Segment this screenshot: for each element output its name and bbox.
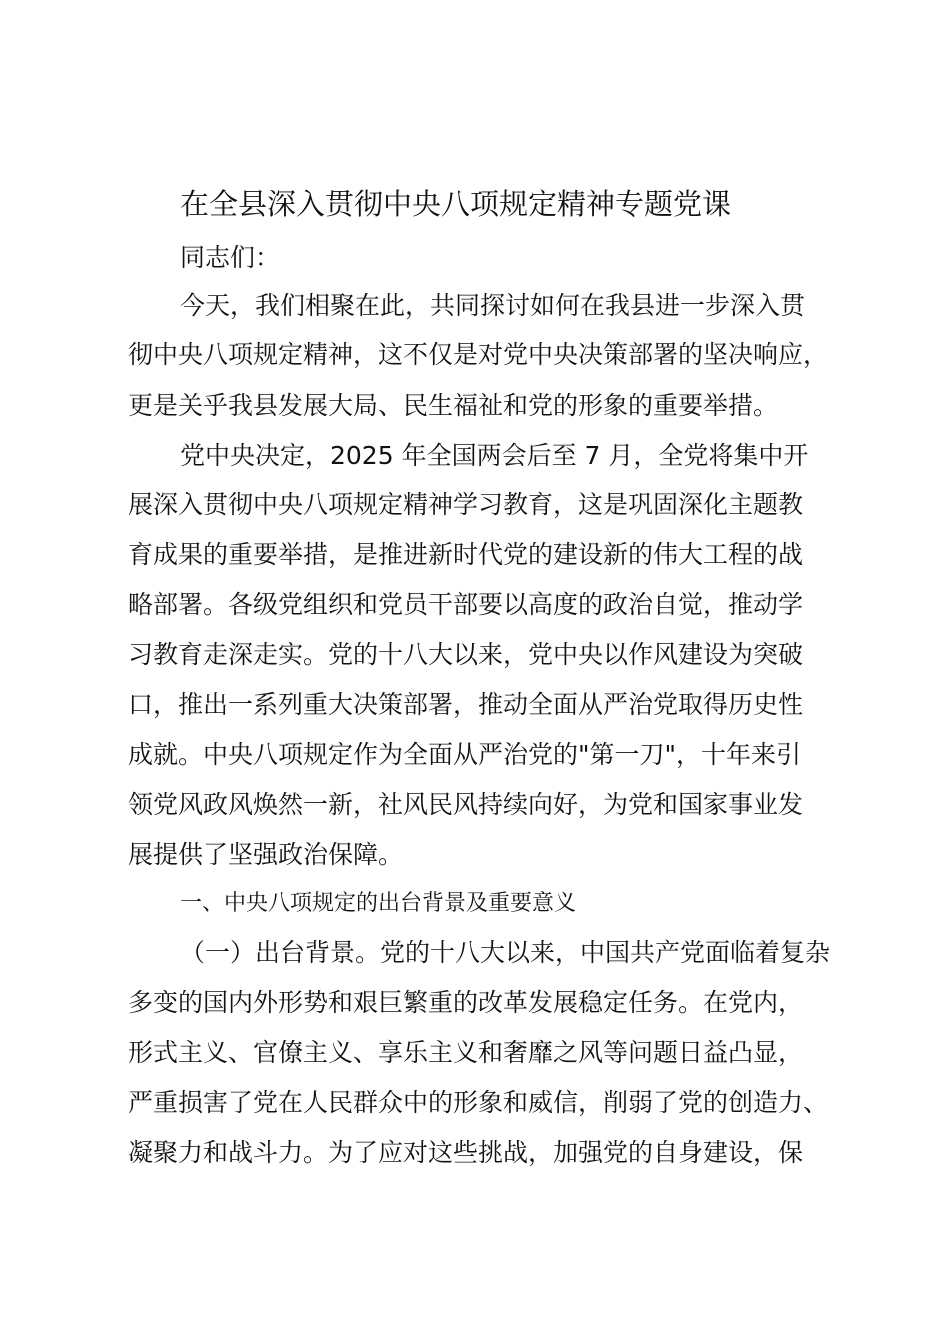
document-title: 在全县深入贯彻中央八项规定精神专题党课	[180, 187, 732, 221]
paragraph-1-line-2: 彻中央八项规定精神，这不仅是对党中央决策部署的坚决响应，	[128, 340, 829, 369]
paragraph-2-line-8: 领党风政风焕然一新，社风民风持续向好，为党和国家事业发	[128, 790, 804, 819]
paragraph-2-line-6: 口，推出一系列重大决策部署，推动全面从严治党取得历史性	[128, 690, 804, 719]
paragraph-2-line-2: 展深入贯彻中央八项规定精神学习教育，这是巩固深化主题教	[128, 490, 804, 519]
paragraph-3-line-2: 多变的国内外形势和艰巨繁重的改革发展稳定任务。在党内，	[128, 988, 804, 1017]
paragraph-2-line-7: 成就。中央八项规定作为全面从严治党的"第一刀"，十年来引	[128, 740, 802, 769]
paragraph-2-line-5: 习教育走深走实。党的十八大以来，党中央以作风建设为突破	[128, 640, 804, 669]
greeting: 同志们：	[180, 243, 281, 272]
section-heading: 一、中央八项规定的出台背景及重要意义	[180, 891, 577, 916]
paragraph-1-line-1: 今天，我们相聚在此，共同探讨如何在我县进一步深入贯	[180, 291, 806, 320]
paragraph-3-line-1: （一）出台背景。党的十八大以来，中国共产党面临着复杂	[180, 938, 831, 967]
paragraph-2-line-3: 育成果的重要举措，是推进新时代党的建设新的伟大工程的战	[128, 540, 804, 569]
paragraph-3-line-5: 凝聚力和战斗力。为了应对这些挑战，加强党的自身建设，保	[128, 1138, 804, 1167]
paragraph-1-line-3: 更是关乎我县发展大局、民生福祉和党的形象的重要举措。	[128, 391, 779, 420]
paragraph-2-line-1: 党中央决定，2025 年全国两会后至 7 月，全党将集中开	[180, 441, 809, 470]
paragraph-2-line-9: 展提供了坚强政治保障。	[128, 840, 404, 869]
paragraph-2-line-4: 略部署。各级党组织和党员干部要以高度的政治自觉，推动学	[128, 590, 804, 619]
paragraph-3-line-3: 形式主义、官僚主义、享乐主义和奢靡之风等问题日益凸显，	[128, 1038, 804, 1067]
paragraph-3-line-4: 严重损害了党在人民群众中的形象和威信，削弱了党的创造力、	[128, 1088, 829, 1117]
